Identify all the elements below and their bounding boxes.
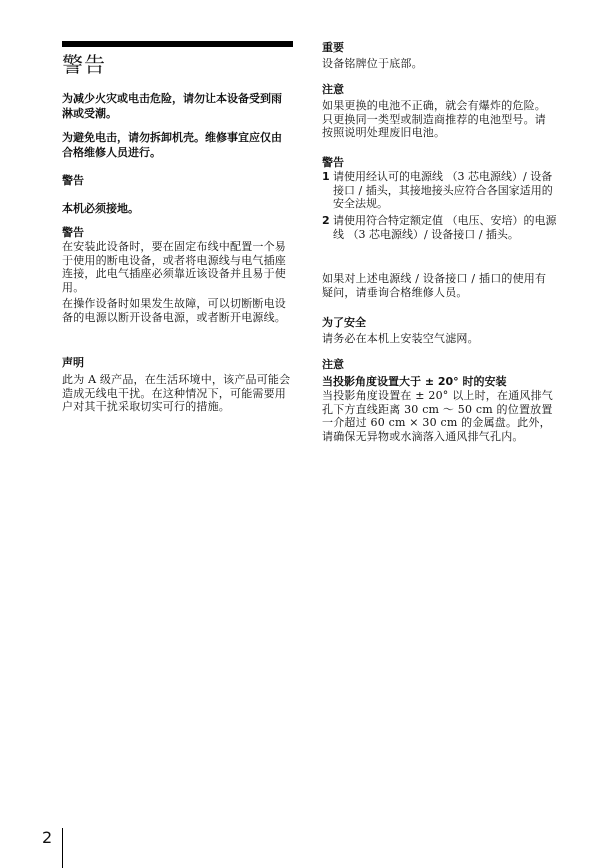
angle-caution-body: 当投影角度设置在 ± 20° 以上时，在通风排气孔下方直线距离 30 cm ～ 50 cm 的位置放置一介超过 60 cm × 30 cm 的金属盘。此外，请确保无异物或水滴落入通风排气孔内。: [322, 389, 554, 443]
disconnect-paragraph-2: 在操作设备时如果发生故障，可以切断断电设备的电源以断开设备电源，或者断开电源线。: [62, 297, 286, 324]
power-question-text: 如果对上述电源线 / 设备接口 / 插口的使用有疑问，请垂询合格维修人员。: [322, 272, 547, 299]
statement-heading: 声明: [62, 356, 84, 369]
angle-caution-heading: 注意: [322, 358, 344, 371]
battery-caution-body: 如果更换的电池不正确，就会有爆炸的危险。只更换同一类型或制造商推荐的电池型号。请按照说明处理废旧电池。: [322, 99, 546, 140]
grounding-text: 本机必须接地。: [62, 202, 139, 215]
power-item-1-number: 1: [322, 170, 330, 183]
angle-caution-subheading: 当投影角度设置大于 ± 20° 时的安装: [322, 375, 507, 388]
safety-heading: 为了安全: [322, 316, 366, 329]
title-bar: [62, 41, 293, 47]
power-item-1: [322, 170, 557, 211]
important-body: 设备铭牌位于底部。: [322, 57, 423, 70]
warning-rain-text: 为减少火灾或电击危险，请勿让本设备受到雨淋或受潮。: [62, 92, 282, 120]
safety-body: 请务必在本机上安装空气滤网。: [322, 332, 479, 345]
power-warning-heading: 警告: [322, 156, 344, 169]
page-number: 2: [42, 828, 53, 847]
warning-heading-2: 警告: [62, 226, 84, 239]
page-title: 警告: [62, 53, 106, 77]
power-item-2: [322, 214, 557, 241]
power-item-2-number: 2: [322, 214, 330, 227]
battery-caution-heading: 注意: [322, 83, 344, 96]
disconnect-paragraph-1: 在安装此设备时，要在固定布线中配置一个易于使用的断电设备，或者将电源线与电气插座连接，此电气插座必须靠近该设备并且易于使用。: [62, 240, 286, 294]
statement-body: 此为 A 级产品，在生活环境中，该产品可能会造成无线电干扰。在这种情况下，可能需要用户对其干扰采取切实可行的措施。: [62, 373, 291, 414]
warning-disassemble-text: 为避免电击，请勿拆卸机壳。维修事宜应仅由合格维修人员进行。: [62, 131, 282, 159]
important-heading: 重要: [322, 41, 344, 54]
power-item-1-text: 请使用经认可的电源线 （3 芯电源线）/ 设备接口 / 插头，其接地接头应符合各国家适用的安全法规。: [333, 170, 553, 211]
page-number-divider: [62, 828, 63, 868]
warning-heading-1: 警告: [62, 174, 84, 187]
power-item-2-text: 请使用符合特定额定值 （电压、安培）的电源线 （3 芯电源线）/ 设备接口 / 插头。: [333, 214, 557, 241]
